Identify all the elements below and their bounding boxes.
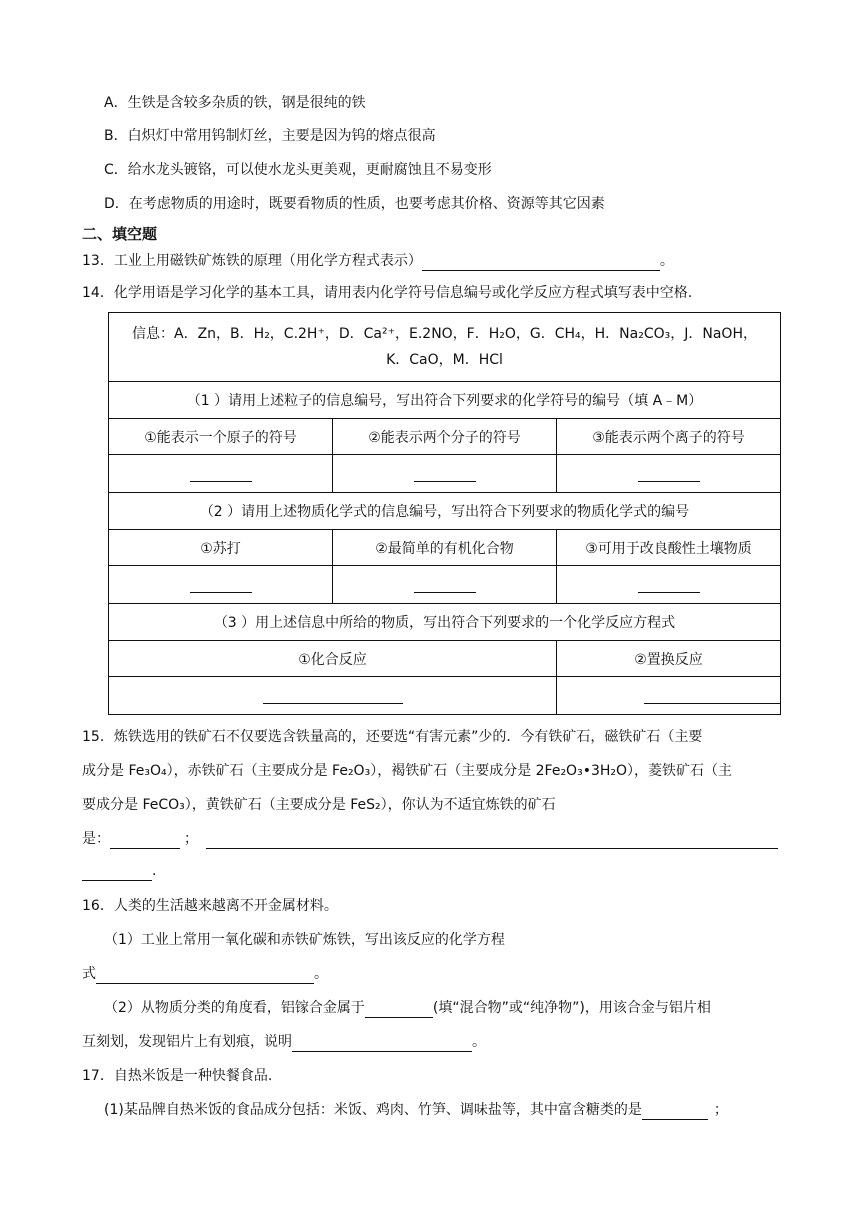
part1-answer-2[interactable]	[333, 455, 557, 493]
option-d: D．在考虑物质的用途时，既要看物质的性质，也要考虑其价格、资源等其它因素	[104, 196, 605, 212]
q16-p2-line-2	[82, 1032, 486, 1052]
q15-end: .	[152, 863, 157, 879]
q16-p2-end: 。	[472, 1034, 486, 1050]
part1-col-2: ②能表示两个分子的符号	[333, 419, 557, 455]
q15-line-2: 成分是 Fe₃O₄），赤铁矿石（主要成分是 Fe₂O₃），褐铁矿石（主要成分是 2Fe₂O₃•3H₂O），菱铁矿石（主	[82, 763, 733, 779]
part1-col-3: ③能表示两个离子的符号	[557, 419, 781, 455]
q15-line-1: 15．炼铁选用的铁矿石不仅要选含铁量高的，还要选“有害元素”少的．今有铁矿石，磁铁矿石（主要	[82, 729, 703, 745]
info-line-2: K．CaO，M．HCl	[386, 352, 503, 368]
part3-col-1: ①化合反应	[109, 641, 557, 677]
part2-answer-2[interactable]	[333, 566, 557, 604]
q17-p1-blank[interactable]	[642, 1103, 708, 1120]
q16-p2-line-1	[104, 998, 711, 1018]
q15-sep: ；	[184, 831, 198, 847]
part2-col-1: ①苏打	[109, 530, 333, 566]
q16-stem: 16．人类的生活越来越离不开金属材料。	[82, 898, 338, 914]
q16-p1-prefix: 式	[82, 966, 96, 982]
option-a: A．生铁是含较多杂质的铁，钢是很纯的铁	[104, 95, 366, 111]
part1-answer-3[interactable]	[557, 455, 781, 493]
q16-p1-line-1: （1）工业上常用一氧化碳和赤铁矿炼铁，写出该反应的化学方程	[104, 932, 505, 948]
part1-col-1: ①能表示一个原子的符号	[109, 419, 333, 455]
q16-p2-c: 互刻划，发现铝片上有划痕，说明	[82, 1034, 292, 1050]
section-title: 二、填空题	[82, 225, 158, 243]
q13-text: 13．工业上用磁铁矿炼铁的原理（用化学方程式表示）	[82, 253, 422, 269]
q13-end: 。	[659, 253, 674, 269]
q15-line-5	[82, 861, 156, 881]
q16-p2-b: (填“混合物”或“纯净物”)，用该合金与铝片相	[432, 1000, 711, 1016]
part2-title: （2 ）请用上述物质化学式的信息编号，写出符合下列要求的物质化学式的编号	[109, 493, 781, 530]
part2-col-2: ②最简单的有机化合物	[333, 530, 557, 566]
part2-answer-3[interactable]	[557, 566, 781, 604]
q15-prefix: 是：	[82, 831, 110, 847]
part3-col-2: ②置换反应	[557, 641, 781, 677]
part3-answer-2[interactable]	[557, 677, 781, 715]
part1-answer-1[interactable]	[109, 455, 333, 493]
q15-blank-1[interactable]	[110, 832, 180, 849]
part2-col-3: ③可用于改良酸性土壤物质	[557, 530, 781, 566]
info-cell	[109, 313, 781, 382]
part2-answer-1[interactable]	[109, 566, 333, 604]
q17-p1	[104, 1100, 728, 1120]
q16-p2-a: （2）从物质分类的角度看，铝镓合金属于	[104, 1000, 365, 1016]
q15-blank-3[interactable]	[82, 864, 152, 881]
question-13	[82, 251, 674, 271]
q16-p2-blank-1[interactable]	[365, 1001, 433, 1018]
q15-line-3: 要成分是 FeCO₃），黄铁矿石（主要成分是 FeS₂），你认为不适宜炼铁的矿石	[82, 797, 556, 813]
option-c: C．给水龙头镀铬，可以使水龙头更美观，更耐腐蚀且不易变形	[104, 162, 492, 178]
info-line-1: 信息：A．Zn，B．H₂，C.2H⁺，D．Ca²⁺，E.2NO，F．H₂O，G．CH₄，H．Na₂CO₃，J．NaOH，	[132, 326, 757, 342]
q15-line-4	[82, 829, 778, 849]
q16-p2-blank-2[interactable]	[292, 1035, 472, 1052]
q16-p1-end: 。	[314, 966, 328, 982]
q17-stem: 17．自热米饭是一种快餐食品.	[82, 1068, 273, 1084]
q17-p1-text: (1)某品牌自热米饭的食品成分包括：米饭、鸡肉、竹笋、调味盐等，其中富含糖类的是	[104, 1102, 642, 1118]
q17-p1-end: ；	[713, 1102, 728, 1118]
part3-answer-1[interactable]	[109, 677, 557, 715]
q13-answer-blank[interactable]	[422, 254, 660, 271]
q15-blank-2[interactable]	[206, 832, 778, 849]
q16-p1-blank[interactable]	[96, 967, 314, 984]
q14-table	[108, 312, 781, 715]
q14-stem: 14．化学用语是学习化学的基本工具，请用表内化学符号信息编号或化学反应方程式填写表中空格.	[82, 285, 693, 301]
option-b: B．白炽灯中常用钨制灯丝，主要是因为钨的熔点很高	[104, 128, 436, 144]
q16-p1-line-2	[82, 964, 328, 984]
part3-title: （3 ）用上述信息中所给的物质，写出符合下列要求的一个化学反应方程式	[109, 604, 781, 641]
part1-title: （1 ）请用上述粒子的信息编号，写出符合下列要求的化学符号的编号（填 A﹣M）	[109, 382, 781, 419]
